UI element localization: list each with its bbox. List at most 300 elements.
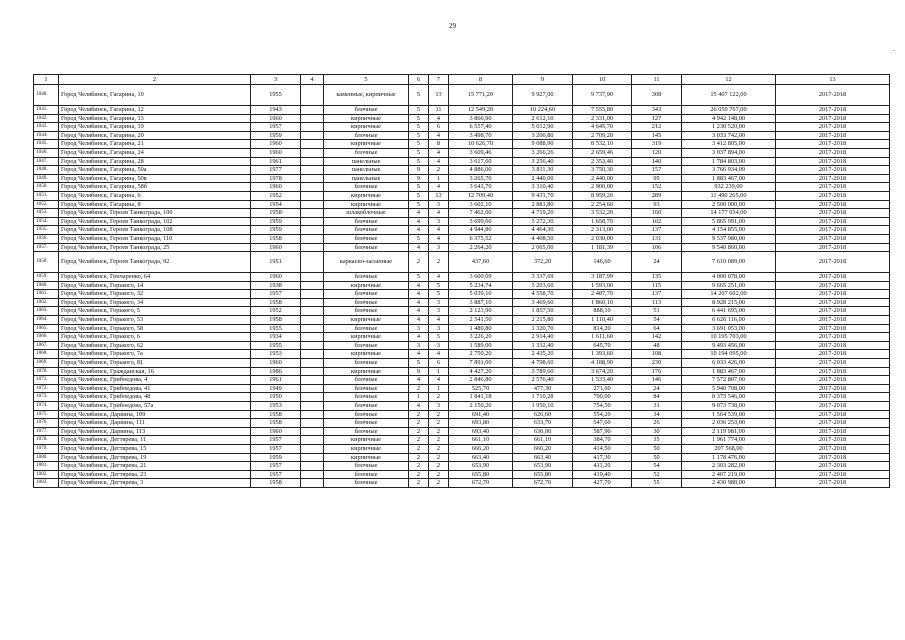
residents-cell: 120	[632, 148, 682, 157]
table-row	[34, 252, 890, 273]
residents-cell: 95	[632, 174, 682, 183]
total-area-cell: 2 541,50	[449, 316, 513, 325]
entrances-cell: 5	[429, 333, 449, 342]
column-header-11: 11	[632, 75, 682, 85]
row-number-cell: 1049.	[34, 174, 59, 183]
col-4-cell	[301, 200, 324, 209]
repair-cost-cell: 3 412 805,00	[682, 140, 776, 149]
entrances-cell: 4	[429, 226, 449, 235]
year-built-cell: 1958	[251, 410, 301, 419]
residents-cell: 127	[632, 114, 682, 123]
table-row	[34, 243, 890, 252]
living-area-cell: 666,20	[513, 444, 573, 453]
wall-material-cell: блочные	[324, 402, 409, 411]
address-cell: Город Челябинск, Горького, 58	[59, 324, 251, 333]
living-area-cell: 3 789,60	[513, 367, 573, 376]
living-area-cell: 3 272,30	[513, 217, 573, 226]
repair-cost-cell: 9 493 456,00	[682, 341, 776, 350]
table-row	[34, 281, 890, 290]
wall-material-cell: блочные	[324, 243, 409, 252]
repair-cost-cell: 2 430 988,00	[682, 479, 776, 488]
entrances-cell: 4	[429, 114, 449, 123]
address-cell: Город Челябинск, Героев Танкограда, 102	[59, 217, 251, 226]
repair-cost-cell: 1 961 774,00	[682, 436, 776, 445]
residents-cell: 146	[632, 376, 682, 385]
entrances-cell: 5	[429, 281, 449, 290]
year-built-cell: 1955	[251, 324, 301, 333]
header-row	[34, 75, 890, 85]
repair-cost-cell: 932 239,00	[682, 183, 776, 192]
residents-cell: 230	[632, 359, 682, 368]
floors-cell: 5	[409, 200, 429, 209]
floors-cell: 4	[409, 402, 429, 411]
col-4-cell	[301, 462, 324, 471]
column-header-3: 3	[251, 75, 301, 85]
address-cell: Город Челябинск, Горького, 7а	[59, 350, 251, 359]
total-area-cell: 3 498,70	[449, 131, 513, 140]
living-area-cell: 2 065,00	[513, 243, 573, 252]
repair-period-cell: 2017-2018	[776, 191, 890, 200]
row-number-cell: 1075.	[34, 410, 59, 419]
column-header-7: 7	[429, 75, 449, 85]
living-area-cell: 3 469,60	[513, 298, 573, 307]
col-4-cell	[301, 234, 324, 243]
living-area-cell: 2 612,10	[513, 114, 573, 123]
repair-period-cell: 2017-2018	[776, 140, 890, 149]
wall-material-cell: кирпичные	[324, 191, 409, 200]
entrances-cell: 4	[429, 148, 449, 157]
residential-area-cell: 427,70	[573, 479, 632, 488]
repair-period-cell: 2017-2018	[776, 298, 890, 307]
year-built-cell: 1960	[251, 359, 301, 368]
repair-period-cell: 2017-2018	[776, 393, 890, 402]
floors-cell: 2	[409, 453, 429, 462]
floors-cell: 2	[409, 419, 429, 428]
repair-cost-cell: 1 230 520,00	[682, 123, 776, 132]
address-cell: Город Челябинск, Горького, 53	[59, 316, 251, 325]
floors-cell: 5	[409, 191, 429, 200]
col-4-cell	[301, 290, 324, 299]
residential-area-cell: 8 959,20	[573, 191, 632, 200]
row-number-cell: 1051.	[34, 191, 59, 200]
year-built-cell: 1957	[251, 470, 301, 479]
residential-area-cell: 1 393,60	[573, 350, 632, 359]
wall-material-cell: кирпичные	[324, 123, 409, 132]
residents-cell: 52	[632, 470, 682, 479]
year-built-cell: 1958	[251, 209, 301, 218]
wall-material-cell: блочные	[324, 307, 409, 316]
total-area-cell: 693,40	[449, 427, 513, 436]
table-row	[34, 419, 890, 428]
table-row	[34, 333, 890, 342]
table-row	[34, 200, 890, 209]
repair-cost-cell: 6 626 116,00	[682, 316, 776, 325]
repair-cost-cell: 8 928 215,00	[682, 298, 776, 307]
table-row	[34, 131, 890, 140]
table-row	[34, 123, 890, 132]
wall-material-cell: кирпичные	[324, 444, 409, 453]
entrances-cell: 2	[429, 419, 449, 428]
wall-material-cell: кирпичные	[324, 316, 409, 325]
repair-period-cell: 2017-2018	[776, 384, 890, 393]
total-area-cell: 437,60	[449, 252, 513, 273]
entrances-cell: 3	[429, 243, 449, 252]
entrances-cell: 4	[429, 234, 449, 243]
living-area-cell: 672,70	[513, 479, 573, 488]
year-built-cell: 1951	[251, 252, 301, 273]
column-header-13: 13	[776, 75, 890, 85]
wall-material-cell: кирпичные	[324, 140, 409, 149]
row-number-cell: 1044.	[34, 131, 59, 140]
living-area-cell: 2 576,40	[513, 376, 573, 385]
row-number-cell: 1063.	[34, 307, 59, 316]
row-number-cell: 1057.	[34, 243, 59, 252]
floors-cell: 3	[409, 341, 429, 350]
table-row	[34, 114, 890, 123]
entrances-cell: 3	[429, 324, 449, 333]
residential-area-cell: 3 674,20	[573, 367, 632, 376]
entrances-cell: 4	[429, 131, 449, 140]
table-row	[34, 174, 890, 183]
year-built-cell: 1943	[251, 106, 301, 115]
year-built-cell: 1958	[251, 419, 301, 428]
entrances-cell: 4	[429, 350, 449, 359]
wall-material-cell: блочные	[324, 462, 409, 471]
col-4-cell	[301, 453, 324, 462]
wall-material-cell: блочные	[324, 273, 409, 282]
living-area-cell: 3 266,26	[513, 148, 573, 157]
total-area-cell: 15 771,20	[449, 85, 513, 106]
row-number-cell: 1045.	[34, 140, 59, 149]
residential-area-cell: 7 555,80	[573, 106, 632, 115]
repair-period-cell: 2017-2018	[776, 273, 890, 282]
total-area-cell: 2 750,20	[449, 350, 513, 359]
floors-cell: 5	[409, 273, 429, 282]
repair-cost-cell: 15 407 122,00	[682, 85, 776, 106]
address-cell: Город Челябинск, Гагарина, 8	[59, 200, 251, 209]
residential-area-cell: 2 900,00	[573, 183, 632, 192]
address-cell: Город Челябинск, Дегтярева, 21	[59, 462, 251, 471]
floors-cell: 5	[409, 140, 429, 149]
repair-cost-cell: 6 441 695,00	[682, 307, 776, 316]
table-row	[34, 209, 890, 218]
living-area-cell: 3 200,80	[513, 131, 573, 140]
residential-area-cell: 2 254,60	[573, 200, 632, 209]
row-number-cell: 1047.	[34, 157, 59, 166]
year-built-cell: 1949	[251, 384, 301, 393]
row-number-cell: 1056.	[34, 234, 59, 243]
living-area-cell: 3 256,40	[513, 157, 573, 166]
col-4-cell	[301, 191, 324, 200]
residential-area-cell: 2 659,46	[573, 148, 632, 157]
row-number-cell: 1040.	[34, 85, 59, 106]
residents-cell: 152	[632, 183, 682, 192]
col-4-cell	[301, 367, 324, 376]
repair-period-cell: 2017-2018	[776, 281, 890, 290]
residents-cell: 289	[632, 191, 682, 200]
year-built-cell: 1978	[251, 174, 301, 183]
repair-cost-cell: 207 568,00	[682, 444, 776, 453]
entrances-cell: 4	[429, 376, 449, 385]
year-built-cell: 1955	[251, 341, 301, 350]
year-built-cell: 1960	[251, 183, 301, 192]
residential-area-cell: 2 353,40	[573, 157, 632, 166]
address-cell: Город Челябинск, Горького, 81	[59, 359, 251, 368]
total-area-cell: 691,40	[449, 410, 513, 419]
col-4-cell	[301, 226, 324, 235]
residents-cell: 51	[632, 307, 682, 316]
wall-material-cell: блочные	[324, 393, 409, 402]
floors-cell: 2	[409, 410, 429, 419]
residential-area-cell: 587,90	[573, 427, 632, 436]
row-number-cell: 1042.	[34, 114, 59, 123]
residents-cell: 140	[632, 157, 682, 166]
wall-material-cell: кирпичные	[324, 114, 409, 123]
residents-cell: 26	[632, 419, 682, 428]
address-cell: Город Челябинск, Гагарина, 28	[59, 157, 251, 166]
address-cell: Город Челябинск, Гончаренко, 64	[59, 273, 251, 282]
total-area-cell: 3 866,90	[449, 114, 513, 123]
repair-cost-cell: 14 207 602,00	[682, 290, 776, 299]
address-cell: Город Челябинск, Горького, 14	[59, 281, 251, 290]
living-area-cell: 4 719,20	[513, 209, 573, 218]
repair-cost-cell: 3 691 053,00	[682, 324, 776, 333]
floors-cell: 2	[409, 427, 429, 436]
living-area-cell: 3 337,69	[513, 273, 573, 282]
address-cell: Город Челябинск, Дарвина, 109	[59, 410, 251, 419]
repair-cost-cell: 2 303 282,00	[682, 462, 776, 471]
wall-material-cell: блочные	[324, 427, 409, 436]
col-4-cell	[301, 316, 324, 325]
residential-area-cell: 1 860,10	[573, 298, 632, 307]
repair-period-cell: 2017-2018	[776, 333, 890, 342]
repair-cost-cell: 26 050 767,00	[682, 106, 776, 115]
repair-period-cell: 2017-2018	[776, 479, 890, 488]
residential-area-cell: 554,20	[573, 410, 632, 419]
total-area-cell: 3 643,70	[449, 183, 513, 192]
repair-cost-cell: 2 036 253,00	[682, 419, 776, 428]
repair-cost-cell: 1 564 539,00	[682, 410, 776, 419]
residents-cell: 115	[632, 281, 682, 290]
residential-area-cell: 1 533,40	[573, 376, 632, 385]
living-area-cell: 2 440,00	[513, 174, 573, 183]
row-number-cell: 1073.	[34, 393, 59, 402]
entrances-cell: 2	[429, 436, 449, 445]
column-header-6: 6	[409, 75, 429, 85]
col-4-cell	[301, 273, 324, 282]
address-cell: Город Челябинск, Дегтярева, 11	[59, 436, 251, 445]
wall-material-cell: блочные	[324, 217, 409, 226]
total-area-cell: 525,70	[449, 384, 513, 393]
entrances-cell: 1	[429, 384, 449, 393]
residential-area-cell: 1 181,39	[573, 243, 632, 252]
wall-material-cell: блочные	[324, 131, 409, 140]
repair-cost-cell: 9 540 860,00	[682, 243, 776, 252]
living-area-cell: 633,70	[513, 419, 573, 428]
year-built-cell: 1959	[251, 217, 301, 226]
residential-area-cell: 4 645,70	[573, 123, 632, 132]
col-4-cell	[301, 436, 324, 445]
entrances-cell: 4	[429, 273, 449, 282]
repair-period-cell: 2017-2018	[776, 174, 890, 183]
repair-period-cell: 2017-2018	[776, 243, 890, 252]
col-4-cell	[301, 470, 324, 479]
year-built-cell: 1961	[251, 157, 301, 166]
floors-cell: 4	[409, 333, 429, 342]
residents-cell: 157	[632, 166, 682, 175]
address-cell: Город Челябинск, Героев Танкограда, 110	[59, 234, 251, 243]
total-area-cell: 661,10	[449, 436, 513, 445]
column-header-5: 5	[324, 75, 409, 85]
living-area-cell: 9 088,90	[513, 140, 573, 149]
total-area-cell: 4 427,20	[449, 367, 513, 376]
living-area-cell: 5 012,90	[513, 123, 573, 132]
floors-cell: 5	[409, 131, 429, 140]
residential-area-cell: 547,60	[573, 419, 632, 428]
col-4-cell	[301, 359, 324, 368]
residents-cell: 55	[632, 479, 682, 488]
floors-cell: 4	[409, 307, 429, 316]
total-area-cell: 2 846,80	[449, 376, 513, 385]
address-cell: Город Челябинск, Гагарина, 20	[59, 131, 251, 140]
col-4-cell	[301, 140, 324, 149]
year-built-cell: 1953	[251, 350, 301, 359]
repair-period-cell: 2017-2018	[776, 148, 890, 157]
floors-cell: 5	[409, 123, 429, 132]
wall-material-cell: блочные	[324, 290, 409, 299]
year-built-cell: 1958	[251, 298, 301, 307]
repair-period-cell: 2017-2018	[776, 252, 890, 273]
repair-period-cell: 2017-2018	[776, 419, 890, 428]
wall-material-cell: блочные	[324, 410, 409, 419]
residents-cell: 131	[632, 234, 682, 243]
floors-cell: 4	[409, 217, 429, 226]
margin-mark: -	[893, 48, 895, 54]
floors-cell: 4	[409, 316, 429, 325]
row-number-cell: 1061.	[34, 290, 59, 299]
table-row	[34, 367, 890, 376]
address-cell: Город Челябинск, Гагарина, 12	[59, 106, 251, 115]
address-cell: Город Челябинск, Горького, 5	[59, 307, 251, 316]
wall-material-cell: кирпичные	[324, 453, 409, 462]
table-row	[34, 444, 890, 453]
entrances-cell: 2	[429, 427, 449, 436]
row-number-cell: 1055.	[34, 226, 59, 235]
row-number-cell: 1043.	[34, 123, 59, 132]
repair-cost-cell: 2 119 981,00	[682, 427, 776, 436]
row-number-cell: 1070.	[34, 367, 59, 376]
row-number-cell: 1079.	[34, 444, 59, 453]
wall-material-cell: блочные	[324, 324, 409, 333]
floors-cell: 9	[409, 367, 429, 376]
wall-material-cell: панельные	[324, 166, 409, 175]
wall-material-cell: блочные	[324, 419, 409, 428]
table-row	[34, 436, 890, 445]
year-built-cell: 1957	[251, 444, 301, 453]
residents-cell: 319	[632, 140, 682, 149]
wall-material-cell: блочные	[324, 470, 409, 479]
address-cell: Город Челябинск, Дегтярева, 15	[59, 444, 251, 453]
col-4-cell	[301, 183, 324, 192]
floors-cell: 5	[409, 234, 429, 243]
total-area-cell: 4 944,80	[449, 226, 513, 235]
col-4-cell	[301, 131, 324, 140]
repair-cost-cell: 5 940 708,00	[682, 384, 776, 393]
year-built-cell: 1961	[251, 376, 301, 385]
column-header-1: 1	[34, 75, 59, 85]
floors-cell: 4	[409, 298, 429, 307]
row-number-cell: 1071.	[34, 376, 59, 385]
col-4-cell	[301, 209, 324, 218]
address-cell: Город Челябинск, Горького, 6	[59, 333, 251, 342]
entrances-cell: 3	[429, 307, 449, 316]
repair-cost-cell: 11 490 265,00	[682, 191, 776, 200]
repair-period-cell: 2017-2018	[776, 217, 890, 226]
residents-cell: 50	[632, 453, 682, 462]
residential-area-cell: 1 658,70	[573, 217, 632, 226]
column-header-4: 4	[301, 75, 324, 85]
repair-cost-cell: 1 178 476,00	[682, 453, 776, 462]
wall-material-cell: блочные	[324, 106, 409, 115]
year-built-cell: 1958	[251, 316, 301, 325]
total-area-cell: 5 039,10	[449, 290, 513, 299]
living-area-cell: 3 203,60	[513, 281, 573, 290]
total-area-cell: 12 549,20	[449, 106, 513, 115]
wall-material-cell: блочные	[324, 234, 409, 243]
residential-area-cell: 2 030,00	[573, 234, 632, 243]
address-cell: Город Челябинск, Грибоедова, 57а	[59, 402, 251, 411]
table-row	[34, 140, 890, 149]
residents-cell: 31	[632, 402, 682, 411]
col-4-cell	[301, 281, 324, 290]
residential-area-cell: 645,70	[573, 341, 632, 350]
residents-cell: 113	[632, 298, 682, 307]
row-number-cell: 1052.	[34, 200, 59, 209]
living-area-cell: 4 558,70	[513, 290, 573, 299]
address-cell: Город Челябинск, Гагарина, 10	[59, 85, 251, 106]
wall-material-cell: кирпичные	[324, 333, 409, 342]
entrances-cell: 4	[429, 157, 449, 166]
repair-period-cell: 2017-2018	[776, 462, 890, 471]
year-built-cell: 1958	[251, 234, 301, 243]
floors-cell: 2	[409, 436, 429, 445]
repair-period-cell: 2017-2018	[776, 367, 890, 376]
year-built-cell: 1953	[251, 402, 301, 411]
residents-cell: 106	[632, 243, 682, 252]
residents-cell: 93	[632, 200, 682, 209]
entrances-cell: 2	[429, 453, 449, 462]
floors-cell: 4	[409, 290, 429, 299]
living-area-cell: 9 927,00	[513, 85, 573, 106]
col-4-cell	[301, 217, 324, 226]
row-number-cell: 1059.	[34, 273, 59, 282]
table-row	[34, 384, 890, 393]
total-area-cell: 4 886,00	[449, 166, 513, 175]
table-row	[34, 273, 890, 282]
table-row	[34, 470, 890, 479]
wall-material-cell: каменные, кирпичные	[324, 85, 409, 106]
address-cell: Город Челябинск, Гагарина, 50а	[59, 166, 251, 175]
entrances-cell: 1	[429, 367, 449, 376]
residential-area-cell: 2 440,00	[573, 174, 632, 183]
total-area-cell: 655,80	[449, 470, 513, 479]
repair-period-cell: 2017-2018	[776, 114, 890, 123]
repair-period-cell: 2017-2018	[776, 453, 890, 462]
address-cell: Город Челябинск, Горького, 32	[59, 290, 251, 299]
address-cell: Город Челябинск, Дегтярева, 19	[59, 453, 251, 462]
floors-cell: 2	[409, 462, 429, 471]
residential-area-cell: 1 110,40	[573, 316, 632, 325]
